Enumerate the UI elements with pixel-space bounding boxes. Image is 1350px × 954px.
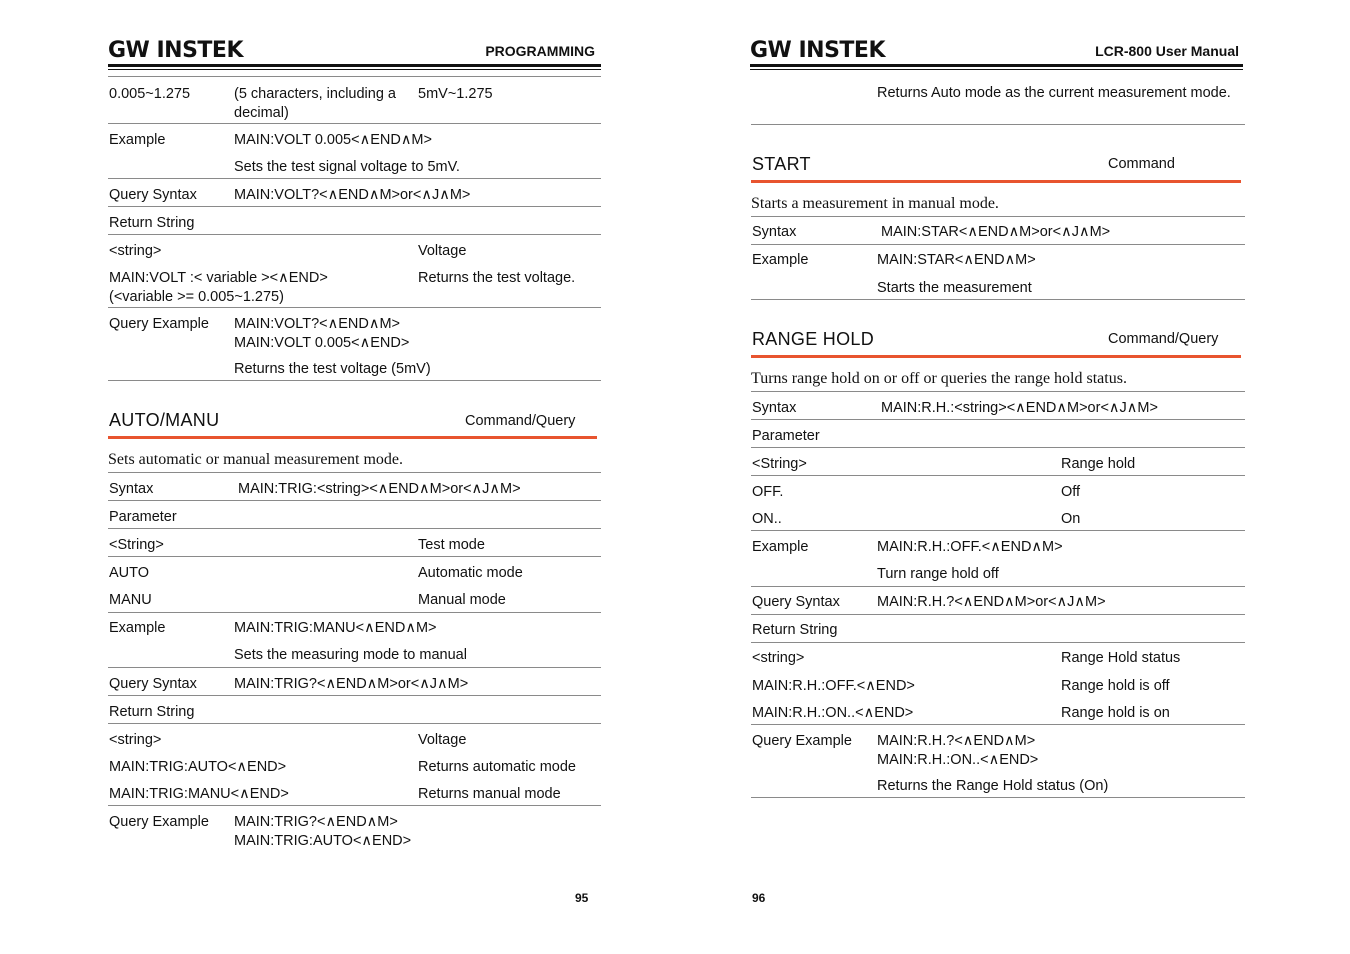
section-title-range-hold: RANGE HOLD xyxy=(752,329,875,349)
section-type: Command xyxy=(1108,156,1175,172)
param-head-value: Test mode xyxy=(418,537,485,553)
parameter-label: Parameter xyxy=(752,428,820,444)
return-row-key: MAIN:VOLT :< variable ><∧END> (<variable >= 0.005~1.275) xyxy=(109,270,328,305)
section-accent-bar xyxy=(751,355,1241,358)
row-divider xyxy=(108,178,601,179)
example-label: Example xyxy=(752,252,809,268)
row-divider xyxy=(751,724,1245,725)
query-syntax-label: Query Syntax xyxy=(752,594,840,610)
example-label: Example xyxy=(752,539,809,555)
query-syntax-label: Query Syntax xyxy=(109,187,197,203)
section-title-start: START xyxy=(752,154,811,174)
return-row-value: Returns manual mode xyxy=(418,786,561,802)
row-divider xyxy=(751,614,1245,615)
query-example-description: Returns the test voltage (5mV) xyxy=(234,361,431,377)
page-number: 95 xyxy=(575,891,589,905)
query-example-description: Returns the Range Hold status (On) xyxy=(877,778,1109,794)
section-description: Turns range hold on or off or queries the range hold status. xyxy=(751,370,1127,387)
row-divider xyxy=(108,307,601,308)
example-label: Example xyxy=(109,620,166,636)
row-divider xyxy=(751,586,1245,587)
section-type: Command/Query xyxy=(1108,331,1219,347)
return-head-key: <string> xyxy=(109,243,162,259)
table-top-rule xyxy=(108,76,601,77)
query-syntax: MAIN:TRIG?<∧END∧M>or<∧J∧M> xyxy=(234,676,469,692)
param-row-key: ON.. xyxy=(752,511,782,527)
page-96 xyxy=(675,0,1350,954)
syntax: MAIN:TRIG:<string><∧END∧M>or<∧J∧M> xyxy=(238,481,521,497)
example-command: MAIN:R.H.:OFF.<∧END∧M> xyxy=(877,539,1063,555)
section-type: Command/Query xyxy=(465,413,576,429)
row-divider xyxy=(108,234,601,235)
row-divider xyxy=(108,695,601,696)
return-head-key: <string> xyxy=(752,650,805,666)
row-divider xyxy=(108,206,601,207)
row-divider xyxy=(108,805,601,806)
row-divider xyxy=(751,447,1245,448)
syntax-label: Syntax xyxy=(752,400,797,416)
param-row-value: On xyxy=(1061,511,1081,527)
syntax-label: Syntax xyxy=(752,224,797,240)
row-divider xyxy=(751,475,1245,476)
return-string-label: Return String xyxy=(109,704,195,720)
header-rule xyxy=(750,64,1243,67)
query-syntax: MAIN:VOLT?<∧END∧M>or<∧J∧M> xyxy=(234,187,471,203)
return-head-value: Voltage xyxy=(418,243,467,259)
return-string-label: Return String xyxy=(109,215,195,231)
query-example-line-2: MAIN:TRIG:AUTO<∧END> xyxy=(234,833,412,849)
syntax: MAIN:STAR<∧END∧M>or<∧J∧M> xyxy=(881,224,1111,240)
row-divider xyxy=(108,556,601,557)
query-example-label: Query Example xyxy=(752,733,852,749)
return-string-label: Return String xyxy=(752,622,838,638)
query-example-line-2: MAIN:VOLT 0.005<∧END> xyxy=(234,335,410,351)
row-divider xyxy=(751,797,1245,798)
return-row-value: Returns the test voltage. xyxy=(418,270,576,286)
return-row-value: Returns automatic mode xyxy=(418,759,576,775)
query-example-label: Query Example xyxy=(109,814,209,830)
section-title-auto-manu: AUTO/MANU xyxy=(109,410,220,430)
query-syntax-label: Query Syntax xyxy=(109,676,197,692)
row-divider xyxy=(108,472,601,473)
param-row-value: Off xyxy=(1061,484,1081,500)
carry-over-text: Returns Auto mode as the current measurement mode. xyxy=(877,85,1231,101)
query-example-line-1: MAIN:R.H.?<∧END∧M> xyxy=(877,733,1036,749)
range-note: (5 characters, including a decimal) xyxy=(234,86,396,121)
query-example-line-2: MAIN:R.H.:ON..<∧END> xyxy=(877,752,1039,768)
param-row-value: Manual mode xyxy=(418,592,506,608)
param-row-key: OFF. xyxy=(752,484,784,500)
return-head-value: Voltage xyxy=(418,732,467,748)
example-command: MAIN:STAR<∧END∧M> xyxy=(877,252,1036,268)
query-syntax: MAIN:R.H.?<∧END∧M>or<∧J∧M> xyxy=(877,594,1106,610)
syntax-label: Syntax xyxy=(109,481,154,497)
example-description: Sets the test signal voltage to 5mV. xyxy=(234,159,460,175)
row-divider xyxy=(108,500,601,501)
syntax: MAIN:R.H.:<string><∧END∧M>or<∧J∧M> xyxy=(881,400,1158,416)
example-command: MAIN:TRIG:MANU<∧END∧M> xyxy=(234,620,437,636)
section-accent-bar xyxy=(108,436,597,439)
row-divider xyxy=(751,216,1245,217)
row-divider xyxy=(108,612,601,613)
row-divider xyxy=(751,419,1245,420)
return-row-key: MAIN:TRIG:MANU<∧END> xyxy=(109,786,289,802)
row-divider xyxy=(108,528,601,529)
example-description: Turn range hold off xyxy=(877,566,999,582)
param-head-key: <String> xyxy=(109,537,164,553)
example-description: Sets the measuring mode to manual xyxy=(234,647,467,663)
example-command: MAIN:VOLT 0.005<∧END∧M> xyxy=(234,132,432,148)
return-row-key: MAIN:R.H.:OFF.<∧END> xyxy=(752,678,915,694)
row-divider xyxy=(751,299,1245,300)
query-example-line-1: MAIN:VOLT?<∧END∧M> xyxy=(234,316,400,332)
row-divider xyxy=(108,667,601,668)
param-row-key: AUTO xyxy=(109,565,150,581)
row-divider xyxy=(108,723,601,724)
parameter-label: Parameter xyxy=(109,509,177,525)
header-section-title: PROGRAMMING xyxy=(485,43,595,59)
row-divider xyxy=(751,530,1245,531)
example-label: Example xyxy=(109,132,166,148)
section-accent-bar xyxy=(751,180,1241,183)
header-rule-thin xyxy=(750,69,1243,70)
return-head-key: <string> xyxy=(109,732,162,748)
header-rule-thin xyxy=(108,69,601,70)
param-head-key: <String> xyxy=(752,456,807,472)
header-rule xyxy=(108,64,601,67)
row-divider xyxy=(751,391,1245,392)
return-row-value: Range hold is off xyxy=(1061,678,1170,694)
row-divider xyxy=(751,642,1245,643)
section-description: Sets automatic or manual measurement mode. xyxy=(108,451,404,468)
range-value: 0.005~1.275 xyxy=(109,86,191,102)
return-row-value: Range hold is on xyxy=(1061,705,1170,721)
page-number: 96 xyxy=(752,891,766,905)
return-head-value: Range Hold status xyxy=(1061,650,1181,666)
range-units: 5mV~1.275 xyxy=(418,86,493,102)
row-divider xyxy=(751,124,1245,125)
row-divider xyxy=(108,380,601,381)
gwinstek-logo: GW INSTEK xyxy=(750,38,886,63)
param-row-value: Automatic mode xyxy=(418,565,523,581)
return-row-key: MAIN:R.H.:ON..<∧END> xyxy=(752,705,914,721)
row-divider xyxy=(108,123,601,124)
param-row-key: MANU xyxy=(109,592,152,608)
return-row-key: MAIN:TRIG:AUTO<∧END> xyxy=(109,759,287,775)
param-head-value: Range hold xyxy=(1061,456,1136,472)
query-example-line-1: MAIN:TRIG?<∧END∧M> xyxy=(234,814,398,830)
example-description: Starts the measurement xyxy=(877,280,1032,296)
gwinstek-logo: GW INSTEK xyxy=(108,38,244,63)
row-divider xyxy=(751,244,1245,245)
query-example-label: Query Example xyxy=(109,316,209,332)
section-description: Starts a measurement in manual mode. xyxy=(751,195,999,212)
header-manual-title: LCR-800 User Manual xyxy=(1095,43,1239,59)
